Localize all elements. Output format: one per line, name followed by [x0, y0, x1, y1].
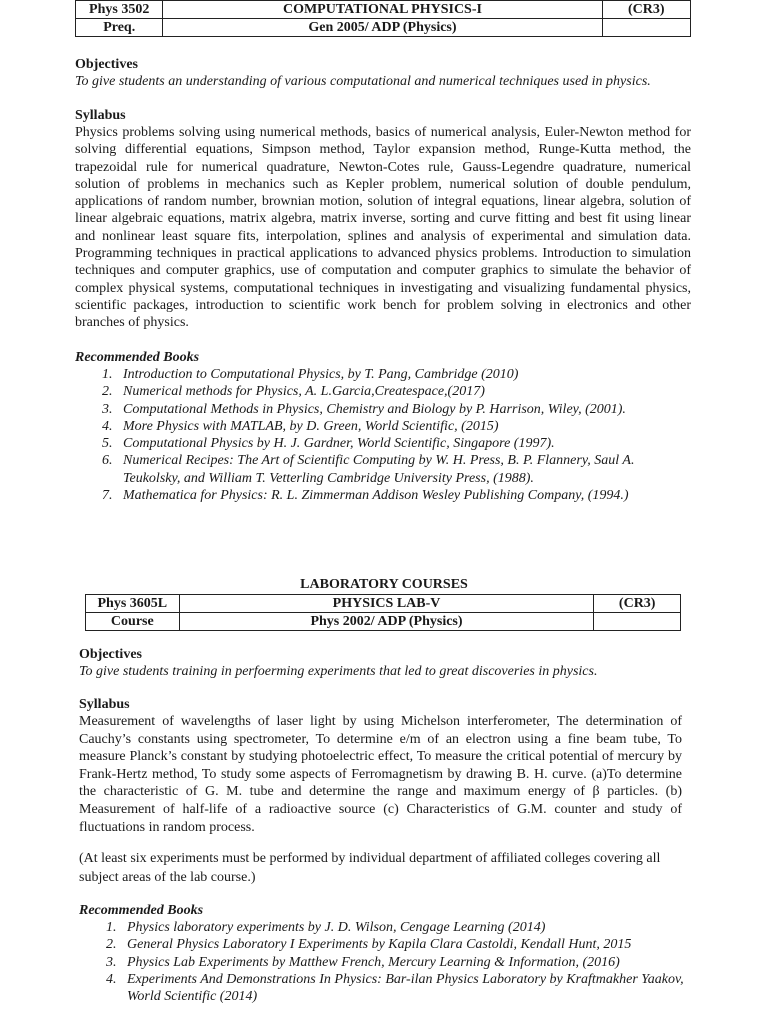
prereq-value: Gen 2005/ ADP (Physics) [163, 19, 602, 37]
lab-syllabus-heading: Syllabus [79, 697, 130, 712]
course-credits: (CR3) [594, 595, 681, 613]
syllabus-text: Physics problems solving using numerical methods, basics of numerical analysis, Euler-Newton method for solving differential equations, Simpson method, Taylor expansion method, Runge-Kutta method, the trapezoidal rule for numerical quadrature, Newton-Cotes rule, Gauss-Legendre quadrature, numerical solution of problems in mechanics such as Kepler problem, numerical solution of double pendulum, applications of random number, brownian motion, solution of integral equations, linear algebra, solution of linear algebraic equations, matrix algebra, matrix inverse, sorting and curve fitting and best fit using linear and nonlinear least square fits, interpolation, splines and analysis of experimental and simulation data. Programming techniques in practical applications to advanced physics problems. Introduction to simulation techniques and computer graphics, use of computation and computer graphics to simulate the behavior of complex physical systems, computational techniques in investigating and visualizing fundamental physics, scientific packages, introduction to scientific work bench for problem solving in electronics and other branches of physics. [75, 125, 691, 331]
prereq-row [86, 613, 681, 631]
course-title: PHYSICS LAB-V [179, 595, 594, 613]
book-reference: Introduction to Computational Physics, by T. Pang, Cambridge (2010) [123, 367, 519, 382]
item-number: 3. [106, 954, 117, 970]
lab-objectives-text: To give students training in perfoerming experiments that led to great discoveries in physics. [79, 664, 598, 679]
prereq-label: Course [86, 613, 180, 631]
item-number: 2. [106, 937, 117, 953]
empty-cell [594, 613, 681, 631]
course-title: COMPUTATIONAL PHYSICS-I [163, 1, 602, 19]
course-code: Phys 3502 [76, 1, 163, 19]
recommended-books-list [75, 366, 695, 504]
list-item [75, 435, 695, 452]
lab-syllabus-text: Measurement of wavelengths of laser light by using Michelson interferometer, The determination of Cauchy’s constants using spectrometer, To determine e/m of an electron using a fine beam tube, To measure Planck’s constant by studying photoelectric effect, To measure the critical potential of mercury by Frank-Hertz method, To study some aspects of Ferromagnetism by drawing B. H. curve. (a)To determine the characteristic of G. M. tube and determine the range and maximum energy of β particles. (b) Measurement of half-life of a radioactive source (c) Characteristics of G.M. counter and study of fluctuations in random process. [79, 714, 682, 835]
list-item [79, 919, 689, 936]
item-number: 2. [102, 384, 113, 400]
lab-course-header-table [85, 594, 681, 631]
book-reference: General Physics Laboratory I Experiments by Kapila Clara Castoldi, Kendall Hunt, 2015 [127, 937, 632, 953]
book-reference: Numerical Recipes: The Art of Scientific Computing by W. H. Press, B. P. Flannery, Saul A. Teukolsky, and William T. Vetterling Cambridge University Press, (1988). [123, 453, 635, 486]
list-item [75, 452, 695, 487]
list-item [79, 936, 689, 953]
list-item [75, 401, 695, 418]
list-item [75, 366, 695, 383]
book-reference: Computational Physics by H. J. Gardner, World Scientific, Singapore (1997). [123, 436, 555, 452]
empty-cell [602, 19, 690, 37]
book-reference: Physics laboratory experiments by J. D. Wilson, Cengage Learning (2014) [127, 920, 546, 935]
book-reference: Computational Methods in Physics, Chemistry and Biology by P. Harrison, Wiley, (2001). [123, 401, 626, 417]
item-number: 1. [102, 367, 113, 382]
book-reference: Experiments And Demonstrations In Physics: Bar-ilan Physics Laboratory by Kraftmakher Yaakov, World Scientific (2014) [127, 971, 684, 1005]
lab-note: (At least six experiments must be performed by individual department of affiliated colleges covering all subject areas of the lab course.) [79, 851, 661, 885]
prereq-value: Phys 2002/ ADP (Physics) [179, 613, 594, 631]
list-item [75, 487, 695, 504]
item-number: 6. [102, 453, 113, 469]
recommended-books-heading: Recommended Books [75, 350, 200, 365]
course-header-table [75, 0, 691, 37]
lab-objectives-heading: Objectives [79, 647, 142, 662]
book-reference: Numerical methods for Physics, A. L.Garcia,Createspace,(2017) [123, 384, 485, 400]
prereq-label: Preq. [76, 19, 163, 37]
book-reference: Mathematica for Physics: R. L. Zimmerman Addison Wesley Publishing Company, (1994.) [123, 488, 629, 504]
item-number: 7. [102, 488, 113, 504]
item-number: 5. [102, 436, 113, 452]
item-number: 3. [102, 401, 113, 417]
list-item [75, 383, 695, 400]
syllabus-heading: Syllabus [75, 108, 126, 123]
item-number: 1. [106, 920, 117, 935]
list-item [75, 418, 695, 435]
laboratory-courses-heading: LABORATORY COURSES [300, 577, 468, 592]
objectives-heading: Objectives [75, 57, 138, 72]
list-item [79, 971, 689, 1006]
course-row [86, 595, 681, 613]
course-credits: (CR3) [602, 1, 690, 19]
objectives-text: To give students an understanding of various computational and numerical techniques used in physics. [75, 74, 651, 89]
lab-recommended-books-list [79, 919, 689, 1005]
item-number: 4. [102, 418, 113, 434]
item-number: 4. [106, 971, 117, 987]
lab-recommended-books-heading: Recommended Books [79, 903, 204, 918]
course-code: Phys 3605L [86, 595, 180, 613]
book-reference: More Physics with MATLAB, by D. Green, World Scientific, (2015) [123, 418, 499, 434]
prereq-row [76, 19, 691, 37]
list-item [79, 954, 689, 971]
course-row [76, 1, 691, 19]
book-reference: Physics Lab Experiments by Matthew French, Mercury Learning & Information, (2016) [127, 954, 620, 970]
